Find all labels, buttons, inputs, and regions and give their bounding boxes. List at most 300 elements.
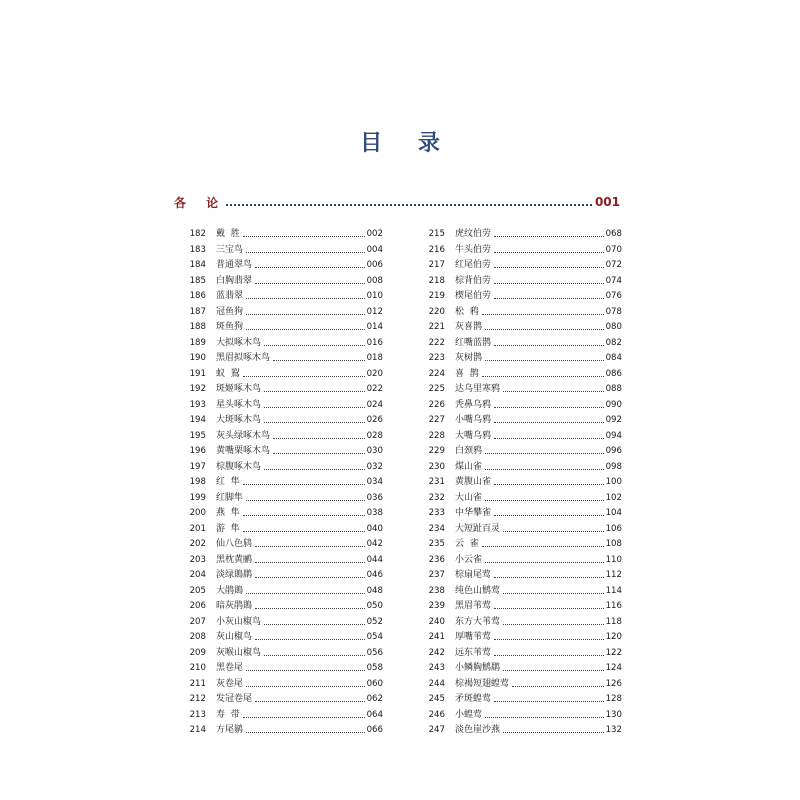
entry-number: 232 <box>428 492 445 503</box>
entry-title: 小嘴乌鸦 <box>455 415 492 425</box>
toc-entry[interactable] <box>187 661 383 677</box>
entry-page-number: 038 <box>366 508 383 518</box>
entry-page-number: 126 <box>605 678 622 689</box>
entry-number: 246 <box>428 709 445 720</box>
dot-leader <box>494 701 604 702</box>
entry-page-number: 044 <box>366 554 383 565</box>
dot-leader <box>255 577 365 578</box>
entry-page-number: 076 <box>605 291 622 301</box>
toc-entry[interactable] <box>426 367 622 383</box>
dot-leader <box>494 422 604 423</box>
entry-page-number: 056 <box>366 647 383 658</box>
dot-leader <box>485 500 604 501</box>
entry-title: 大山雀 <box>455 492 483 503</box>
entry-number: 190 <box>189 353 206 363</box>
entry-title: 大斑啄木鸟 <box>216 415 262 425</box>
entry-title: 大鹃鵙 <box>216 585 244 596</box>
entry-page-number: 068 <box>605 229 622 239</box>
entry-page-number: 066 <box>366 725 383 735</box>
dot-leader <box>494 345 604 346</box>
toc-entry[interactable] <box>426 537 622 553</box>
entry-title: 红嘴蓝鹊 <box>455 337 492 348</box>
toc-entry[interactable] <box>426 599 622 615</box>
toc-entry[interactable] <box>426 382 622 398</box>
dot-leader <box>255 608 365 609</box>
entry-page-number: 106 <box>605 523 622 534</box>
toc-entry[interactable] <box>187 429 383 445</box>
toc-entry[interactable] <box>426 475 622 491</box>
entry-page-number: 002 <box>366 229 383 239</box>
entry-number: 191 <box>189 368 206 379</box>
dot-leader <box>246 732 365 733</box>
entry-number: 221 <box>428 322 445 332</box>
entry-page-number: 050 <box>366 601 383 611</box>
dot-leader <box>243 531 365 532</box>
entry-title: 方尾鹟 <box>216 725 244 735</box>
entry-title: 棕褐短翅蝗莺 <box>455 678 510 689</box>
entry-page-number: 112 <box>605 570 622 580</box>
entry-title: 小灰山椒鸟 <box>216 616 262 627</box>
dot-leader <box>494 236 604 237</box>
dot-leader <box>246 329 365 330</box>
entry-number: 206 <box>189 601 206 611</box>
entry-number: 217 <box>428 260 445 270</box>
entry-number: 186 <box>189 291 206 301</box>
entry-title: 斑姬啄木鸟 <box>216 384 262 394</box>
entry-number: 188 <box>189 322 206 332</box>
entry-number: 225 <box>428 384 445 394</box>
entry-title: 灰头绿啄木鸟 <box>216 430 271 441</box>
entry-number: 183 <box>189 244 206 255</box>
entry-number: 192 <box>189 384 206 394</box>
entry-title: 秃鼻乌鸦 <box>455 399 492 410</box>
entry-title: 大嘴乌鸦 <box>455 430 492 441</box>
entry-number: 237 <box>428 570 445 580</box>
entry-title: 黑卷尾 <box>216 663 244 673</box>
entry-number: 216 <box>428 244 445 255</box>
toc-entry[interactable] <box>426 460 622 476</box>
entry-page-number: 108 <box>605 539 622 549</box>
toc-entry[interactable] <box>187 522 383 538</box>
section-heading[interactable] <box>174 194 620 210</box>
entry-title: 棕背伯劳 <box>455 275 492 286</box>
toc-entry[interactable] <box>187 274 383 290</box>
dot-leader <box>503 670 604 671</box>
entry-page-number: 022 <box>366 384 383 394</box>
entry-page-number: 024 <box>366 399 383 410</box>
entry-number: 205 <box>189 585 206 596</box>
toc-entry[interactable] <box>187 351 383 367</box>
toc-entry[interactable] <box>187 506 383 522</box>
entry-number: 240 <box>428 616 445 627</box>
entry-number: 194 <box>189 415 206 425</box>
dot-leader <box>494 298 604 299</box>
entry-title: 矛斑蝗莺 <box>455 694 492 704</box>
toc-entry[interactable] <box>426 506 622 522</box>
entry-title: 黑眉拟啄木鸟 <box>216 353 271 363</box>
entry-page-number: 078 <box>605 306 622 317</box>
entry-number: 196 <box>189 446 206 456</box>
entry-number: 200 <box>189 508 206 518</box>
entry-title: 大拟啄木鸟 <box>216 337 262 348</box>
toc-entry[interactable] <box>426 568 622 584</box>
dot-leader <box>243 484 365 485</box>
toc-entry[interactable] <box>187 305 383 321</box>
dot-leader <box>494 639 604 640</box>
toc-column-right <box>426 227 622 739</box>
dot-leader <box>255 283 365 284</box>
entry-number: 218 <box>428 275 445 286</box>
toc-entry[interactable] <box>426 289 622 305</box>
entry-title: 普通翠鸟 <box>216 260 253 270</box>
toc-entry[interactable] <box>187 398 383 414</box>
entry-number: 184 <box>189 260 206 270</box>
entry-number: 224 <box>428 368 445 379</box>
dot-leader <box>255 639 365 640</box>
dot-leader <box>494 252 604 253</box>
entry-page-number: 036 <box>366 492 383 503</box>
entry-title: 冠鱼狗 <box>216 306 244 317</box>
dot-leader <box>255 701 365 702</box>
entry-title: 小鳞胸鹪鹛 <box>455 663 501 673</box>
entry-page-number: 094 <box>605 430 622 441</box>
entry-number: 195 <box>189 430 206 441</box>
dot-leader <box>246 314 365 315</box>
entry-title: 星头啄木鸟 <box>216 399 262 410</box>
entry-number: 209 <box>189 647 206 658</box>
entry-page-number: 080 <box>605 322 622 332</box>
toc-entry[interactable] <box>426 336 622 352</box>
entry-title: 红尾伯劳 <box>455 260 492 270</box>
entry-title: 棕扇尾莺 <box>455 570 492 580</box>
entry-page-number: 060 <box>366 678 383 689</box>
toc-entry[interactable] <box>187 692 383 708</box>
dot-leader <box>494 484 604 485</box>
toc-entry[interactable] <box>426 708 622 724</box>
entry-title: 棕腹啄木鸟 <box>216 461 262 472</box>
dot-leader <box>494 283 604 284</box>
entry-page-number: 014 <box>366 322 383 332</box>
entry-page-number: 088 <box>605 384 622 394</box>
toc-entry[interactable] <box>426 522 622 538</box>
dot-leader <box>503 391 604 392</box>
entry-page-number: 124 <box>605 663 622 673</box>
entry-title: 小云雀 <box>455 554 483 565</box>
section-page-number: 001 <box>594 195 620 209</box>
entry-page-number: 040 <box>366 523 383 534</box>
entry-page-number: 104 <box>605 508 622 518</box>
entry-title: 煤山雀 <box>455 461 483 472</box>
dot-leader <box>264 624 365 625</box>
entry-page-number: 100 <box>605 477 622 487</box>
dot-leader <box>485 469 604 470</box>
entry-title: 斑鱼狗 <box>216 322 244 332</box>
entry-title: 灰树鹊 <box>455 353 483 363</box>
entry-title: 燕 隼 <box>216 508 240 518</box>
entry-number: 222 <box>428 337 445 348</box>
entry-page-number: 012 <box>366 306 383 317</box>
entry-page-number: 098 <box>605 461 622 472</box>
dot-leader <box>264 407 365 408</box>
dot-leader <box>264 345 365 346</box>
entry-page-number: 074 <box>605 275 622 286</box>
entry-number: 247 <box>428 725 445 735</box>
entry-page-number: 034 <box>366 477 383 487</box>
entry-page-number: 010 <box>366 291 383 301</box>
dot-leader <box>494 267 604 268</box>
entry-title: 灰喉山椒鸟 <box>216 647 262 658</box>
entry-title: 云 雀 <box>455 539 479 549</box>
entry-title: 喜 鹊 <box>455 368 479 379</box>
entry-title: 纯色山鹪莺 <box>455 585 501 596</box>
toc-entry[interactable] <box>187 227 383 243</box>
toc-entry[interactable] <box>426 274 622 290</box>
entry-page-number: 058 <box>366 663 383 673</box>
entry-page-number: 120 <box>605 632 622 642</box>
toc-entry[interactable] <box>187 599 383 615</box>
entry-title: 灰卷尾 <box>216 678 244 689</box>
dot-leader <box>494 407 604 408</box>
dot-leader <box>482 314 604 315</box>
dot-leader <box>273 360 365 361</box>
toc-column-left <box>187 227 383 739</box>
dot-leader <box>264 655 365 656</box>
dot-leader <box>243 376 365 377</box>
toc-entry[interactable] <box>426 320 622 336</box>
entry-title: 中华攀雀 <box>455 508 492 518</box>
entry-page-number: 090 <box>605 399 622 410</box>
entry-title: 小蝗莺 <box>455 709 483 720</box>
entry-title: 淡绿鵙鹛 <box>216 570 253 580</box>
toc-entry[interactable] <box>426 444 622 460</box>
toc-entry[interactable] <box>426 677 622 693</box>
entry-page-number: 054 <box>366 632 383 642</box>
entry-number: 231 <box>428 477 445 487</box>
entry-page-number: 006 <box>366 260 383 270</box>
entry-title: 红 隼 <box>216 477 240 487</box>
entry-title: 戴 胜 <box>216 229 240 239</box>
toc-entry[interactable] <box>426 491 622 507</box>
dot-leader <box>482 376 604 377</box>
toc-entry[interactable] <box>426 723 622 739</box>
dot-leader <box>246 500 365 501</box>
dot-leader <box>273 438 365 439</box>
toc-entry[interactable] <box>426 615 622 631</box>
dot-leader <box>494 577 604 578</box>
entry-page-number: 028 <box>366 430 383 441</box>
entry-number: 207 <box>189 616 206 627</box>
entry-number: 203 <box>189 554 206 565</box>
toc-entry[interactable] <box>187 553 383 569</box>
entry-number: 197 <box>189 461 206 472</box>
dot-leader <box>485 717 604 718</box>
dot-leader <box>503 732 604 733</box>
toc-entry[interactable] <box>426 351 622 367</box>
dot-leader <box>494 608 604 609</box>
entry-number: 241 <box>428 632 445 642</box>
entry-page-number: 042 <box>366 539 383 549</box>
entry-number: 244 <box>428 678 445 689</box>
entry-title: 远东苇莺 <box>455 647 492 658</box>
entry-page-number: 130 <box>605 709 622 720</box>
entry-number: 229 <box>428 446 445 456</box>
toc-entry[interactable] <box>187 367 383 383</box>
toc-entry[interactable] <box>426 661 622 677</box>
entry-page-number: 102 <box>605 492 622 503</box>
entry-title: 灰山椒鸟 <box>216 632 253 642</box>
dot-leader <box>503 531 604 532</box>
dot-leader <box>246 670 365 671</box>
entry-page-number: 116 <box>605 601 622 611</box>
dot-leader <box>503 593 604 594</box>
toc-entry[interactable] <box>426 398 622 414</box>
entry-number: 215 <box>428 229 445 239</box>
entry-title: 达乌里寒鸦 <box>455 384 501 394</box>
toc-entry[interactable] <box>187 723 383 739</box>
toc-entry[interactable] <box>426 305 622 321</box>
dot-leader <box>255 267 365 268</box>
entry-title: 蓝翡翠 <box>216 291 244 301</box>
toc-entry[interactable] <box>187 537 383 553</box>
entry-number: 220 <box>428 306 445 317</box>
entry-title: 红脚隼 <box>216 492 244 503</box>
dot-leader <box>485 562 604 563</box>
dot-leader <box>243 236 365 237</box>
page-title: 目 录 <box>360 130 454 156</box>
entry-title: 寿 带 <box>216 709 240 720</box>
dot-leader <box>512 686 604 687</box>
entry-title: 黑枕黄鹂 <box>216 554 253 565</box>
toc-entry[interactable] <box>187 444 383 460</box>
entry-number: 228 <box>428 430 445 441</box>
toc-entry[interactable] <box>187 289 383 305</box>
dot-leader <box>485 453 604 454</box>
toc-entry[interactable] <box>187 336 383 352</box>
toc-entry[interactable] <box>426 692 622 708</box>
dot-leader <box>273 453 365 454</box>
entry-number: 213 <box>189 709 206 720</box>
dot-leader <box>243 515 365 516</box>
entry-page-number: 072 <box>605 260 622 270</box>
toc-entry[interactable] <box>187 460 383 476</box>
entry-number: 198 <box>189 477 206 487</box>
dot-leader <box>494 438 604 439</box>
toc-entry[interactable] <box>187 646 383 662</box>
entry-title: 大短趾百灵 <box>455 523 501 534</box>
entry-title: 楔尾伯劳 <box>455 291 492 301</box>
entry-number: 243 <box>428 663 445 673</box>
entry-page-number: 064 <box>366 709 383 720</box>
entry-page-number: 128 <box>605 694 622 704</box>
entry-title: 暗灰鹃鵙 <box>216 601 253 611</box>
toc-entry[interactable] <box>426 646 622 662</box>
dot-leader <box>255 562 365 563</box>
dot-leader <box>264 391 365 392</box>
entry-page-number: 114 <box>605 585 622 596</box>
entry-number: 226 <box>428 399 445 410</box>
entry-page-number: 030 <box>366 446 383 456</box>
entry-page-number: 032 <box>366 461 383 472</box>
entry-number: 219 <box>428 291 445 301</box>
entry-number: 223 <box>428 353 445 363</box>
toc-entry[interactable] <box>187 320 383 336</box>
entry-title: 淡色崖沙燕 <box>455 725 501 735</box>
entry-page-number: 046 <box>366 570 383 580</box>
entry-number: 245 <box>428 694 445 704</box>
toc-entry[interactable] <box>187 677 383 693</box>
dot-leader <box>485 329 604 330</box>
entry-title: 白胸翡翠 <box>216 275 253 286</box>
dot-leader <box>226 204 592 206</box>
section-label: 各 论 <box>174 195 227 210</box>
toc-entry[interactable] <box>426 243 622 259</box>
entry-number: 235 <box>428 539 445 549</box>
entry-page-number: 026 <box>366 415 383 425</box>
entry-number: 239 <box>428 601 445 611</box>
entry-page-number: 092 <box>605 415 622 425</box>
entry-number: 214 <box>189 725 206 735</box>
dot-leader <box>255 546 365 547</box>
toc-entry[interactable] <box>187 382 383 398</box>
entry-title: 东方大苇莺 <box>455 616 501 627</box>
entry-number: 242 <box>428 647 445 658</box>
toc-entry[interactable] <box>187 615 383 631</box>
toc-entry[interactable] <box>187 243 383 259</box>
toc-entry[interactable] <box>187 413 383 429</box>
toc-entry[interactable] <box>426 429 622 445</box>
entry-number: 227 <box>428 415 445 425</box>
entry-title: 灰喜鹊 <box>455 322 483 332</box>
entry-page-number: 062 <box>366 694 383 704</box>
entry-page-number: 008 <box>366 275 383 286</box>
entry-number: 204 <box>189 570 206 580</box>
entry-number: 199 <box>189 492 206 503</box>
toc-entry[interactable] <box>426 258 622 274</box>
entry-title: 牛头伯劳 <box>455 244 492 255</box>
dot-leader <box>494 655 604 656</box>
entry-page-number: 048 <box>366 585 383 596</box>
toc-entry[interactable] <box>426 413 622 429</box>
toc-entry[interactable] <box>187 475 383 491</box>
dot-leader <box>246 593 365 594</box>
toc-entry[interactable] <box>426 553 622 569</box>
entry-number: 212 <box>189 694 206 704</box>
dot-leader <box>503 624 604 625</box>
toc-entry[interactable] <box>187 584 383 600</box>
entry-title: 虎纹伯劳 <box>455 229 492 239</box>
dot-leader <box>482 546 604 547</box>
toc-entry[interactable] <box>187 258 383 274</box>
toc-entry[interactable] <box>187 568 383 584</box>
entry-page-number: 122 <box>605 647 622 658</box>
toc-entry[interactable] <box>187 630 383 646</box>
entry-page-number: 096 <box>605 446 622 456</box>
entry-number: 238 <box>428 585 445 596</box>
entry-number: 201 <box>189 523 206 534</box>
entry-number: 189 <box>189 337 206 348</box>
toc-entry[interactable] <box>426 584 622 600</box>
toc-entry[interactable] <box>426 227 622 243</box>
entry-page-number: 132 <box>605 725 622 735</box>
toc-entry[interactable] <box>187 708 383 724</box>
entry-page-number: 020 <box>366 368 383 379</box>
toc-entry[interactable] <box>426 630 622 646</box>
entry-title: 黄腹山雀 <box>455 477 492 487</box>
entry-number: 234 <box>428 523 445 534</box>
toc-entry[interactable] <box>187 491 383 507</box>
dot-leader <box>246 298 365 299</box>
entry-page-number: 084 <box>605 353 622 363</box>
